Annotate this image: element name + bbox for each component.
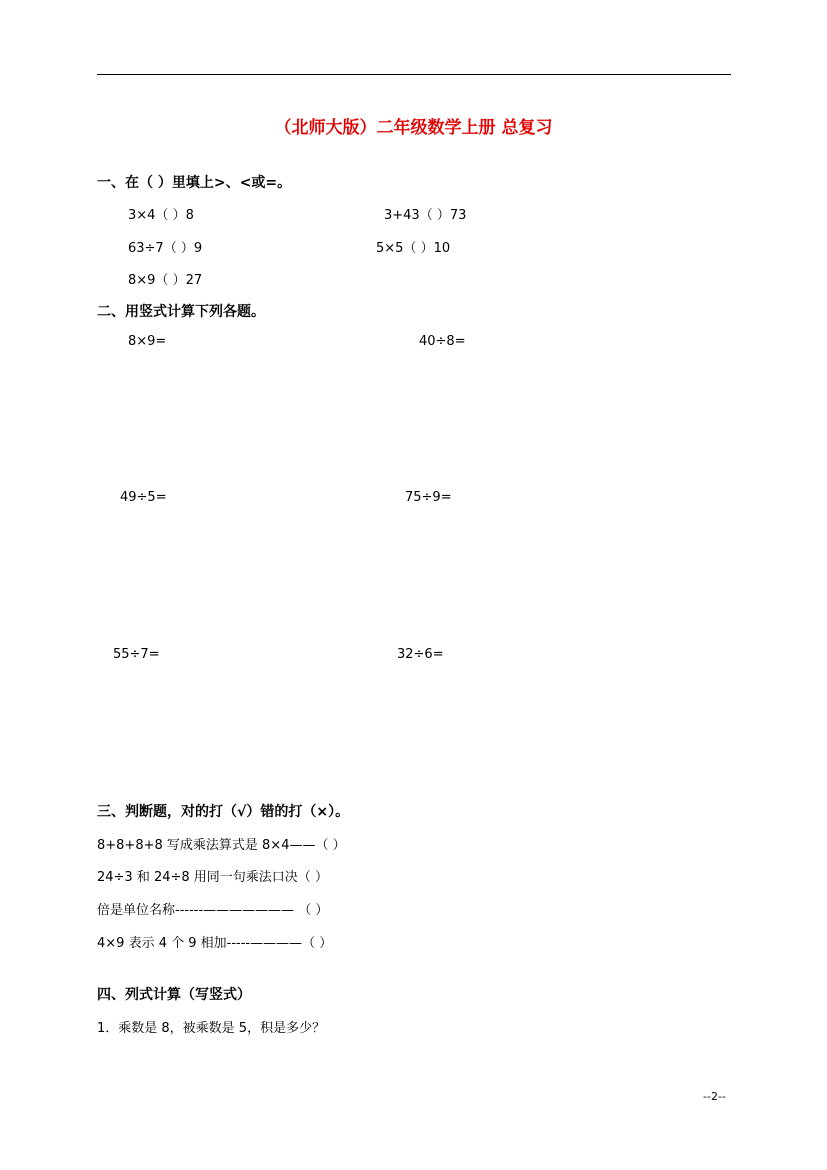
calc-item-1: 8×9= bbox=[128, 334, 167, 349]
section-2-heading: 二、用竖式计算下列各题。 bbox=[97, 304, 265, 320]
compare-item-2: 3+43（ ）73 bbox=[384, 208, 467, 223]
section-4-heading: 四、列式计算（写竖式） bbox=[97, 987, 251, 1003]
calc-item-5: 55÷7= bbox=[113, 647, 160, 662]
calc-item-3: 49÷5= bbox=[120, 490, 167, 505]
calc-item-4: 75÷9= bbox=[405, 490, 452, 505]
calc-item-2: 40÷8= bbox=[419, 334, 466, 349]
page-number: --2-- bbox=[703, 1090, 726, 1103]
header-rule bbox=[97, 74, 731, 75]
word-problem-1: 1．乘数是 8，被乘数是 5，积是多少？ bbox=[97, 1021, 326, 1036]
judge-item-3: 倍是单位名称------——————— （ ） bbox=[97, 903, 329, 918]
calc-item-6: 32÷6= bbox=[397, 647, 444, 662]
page-title: （北师大版）二年级数学上册 总复习 bbox=[274, 118, 553, 138]
compare-item-4: 5×5（ ）10 bbox=[376, 241, 451, 256]
section-3-heading: 三、判断题，对的打（√）错的打（×）。 bbox=[97, 804, 350, 820]
judge-item-1: 8+8+8+8 写成乘法算式是 8×4——（ ） bbox=[97, 838, 346, 853]
judge-item-2: 24÷3 和 24÷8 用同一句乘法口决（ ） bbox=[97, 870, 328, 885]
compare-item-5: 8×9（ ）27 bbox=[128, 273, 203, 288]
compare-item-1: 3×4（ ）8 bbox=[128, 208, 194, 223]
section-1-heading: 一、在（ ）里填上>、<或=。 bbox=[97, 175, 292, 191]
judge-item-4: 4×9 表示 4 个 9 相加-----————（ ） bbox=[97, 936, 333, 951]
compare-item-3: 63÷7（ ）9 bbox=[128, 241, 203, 256]
